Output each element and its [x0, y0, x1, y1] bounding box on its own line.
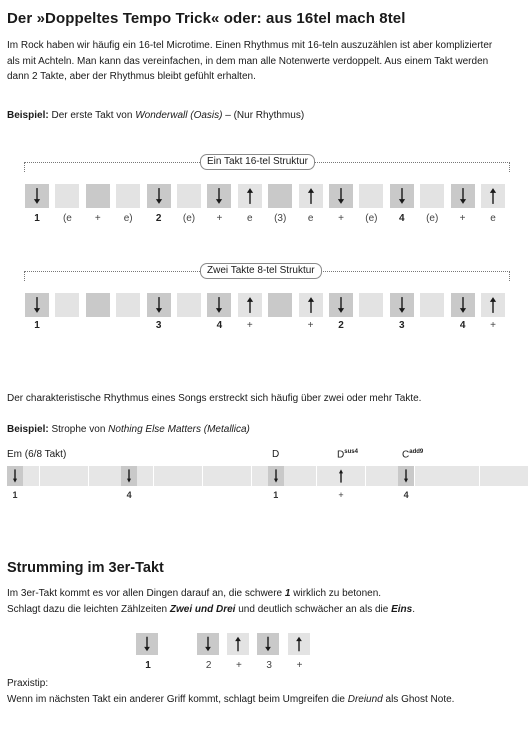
- count-label: 2: [338, 320, 344, 331]
- rhythm-cell: [288, 633, 310, 655]
- rhythm-cell: [197, 633, 219, 655]
- rhythm-cell: [420, 184, 444, 208]
- rhythm-cell: [116, 293, 140, 317]
- example-2-label: Beispiel:: [7, 424, 49, 435]
- count-label: 4: [403, 490, 409, 500]
- count-label: +: [459, 213, 466, 224]
- rhythm-cell: [329, 184, 353, 208]
- rhythm-cell: [359, 184, 383, 208]
- rhythm-cell: [252, 466, 268, 486]
- count-label: (3): [274, 213, 287, 224]
- rhythm-cell: [55, 293, 79, 317]
- count-label: (e): [426, 213, 439, 224]
- rhythm-cell: [317, 466, 333, 486]
- rhythm-cell: [299, 293, 323, 317]
- intro-line-1: Im Rock haben wir häufig ein 16-tel Microtime. Einen Rhythmus mit 16-teln auszuzählen ist aber komplizierter: [7, 40, 493, 51]
- count-label: 1: [34, 213, 40, 224]
- rhythm-cell: [136, 633, 158, 655]
- rhythm-cell: [268, 466, 284, 486]
- example-2-text: Strophe von: [48, 424, 109, 435]
- count-label: +: [246, 320, 253, 331]
- count-label: +: [235, 660, 242, 671]
- count-label: +: [307, 320, 314, 331]
- rhythm-cell: [463, 466, 479, 486]
- example-2-song: Nothing Else Matters (Metallica): [108, 424, 250, 435]
- rhythm-cell: [451, 184, 475, 208]
- rhythm-cell: [7, 466, 23, 486]
- praxis-tip: [7, 676, 525, 707]
- rhythm-cell: [268, 184, 292, 208]
- example-1-suffix: – (Nur Rhythmus): [222, 110, 305, 121]
- frame-8tel-label: Zwei Takte 8-tel Struktur: [200, 263, 322, 279]
- rhythm-cell: [177, 184, 201, 208]
- count-label: (e): [365, 213, 378, 224]
- rhythm-cell: [207, 184, 231, 208]
- rhythm-cell: [105, 466, 121, 486]
- count-label: +: [296, 660, 303, 671]
- rhythm-cell: [257, 633, 279, 655]
- rhythm-cell: [86, 184, 110, 208]
- rhythm-cell: [89, 466, 105, 486]
- intro-paragraph: [7, 38, 525, 85]
- count-label: 3: [155, 320, 162, 331]
- example-2: [7, 422, 525, 438]
- chord-d: D: [272, 449, 280, 460]
- rhythm-cell: [390, 293, 414, 317]
- praxis-label: Praxistip:: [7, 678, 49, 689]
- rhythm-cell: [55, 184, 79, 208]
- rhythm-cell: [56, 466, 72, 486]
- rhythm-cell: [170, 466, 186, 486]
- rhythm-cell: [154, 466, 170, 486]
- chord-cadd9: $C^{add9}$: [402, 449, 424, 461]
- count-label: 1: [12, 490, 18, 500]
- rhythm-cell: [349, 466, 365, 486]
- rhythm-cell: [382, 466, 398, 486]
- count-label: e: [247, 213, 253, 224]
- rhythm-cell: [86, 293, 110, 317]
- chord-dsus4: $D^{sus4}$: [337, 449, 358, 461]
- rhythm-cell: [25, 293, 49, 317]
- rhythm-cell: [480, 466, 496, 486]
- rhythm-cell: [300, 466, 316, 486]
- count-label: e: [307, 213, 314, 224]
- rhythm-cell: [137, 466, 153, 486]
- rhythm-cell: [40, 466, 56, 486]
- count-label: +: [338, 213, 344, 224]
- paragraph-2: Der charakteristische Rhythmus eines Songs erstreckt sich häufig über zwei oder mehr Takte.: [7, 393, 422, 404]
- count-label: e): [123, 213, 133, 224]
- frame-16tel-label: Ein Takt 16-tel Struktur: [200, 154, 315, 170]
- rhythm-cell: [147, 293, 171, 317]
- rhythm-cell: [25, 184, 49, 208]
- rhythm-cell: [329, 293, 353, 317]
- example-1-text: Der erste Takt von: [48, 110, 136, 121]
- example-1-label: Beispiel:: [7, 110, 49, 121]
- rhythm-cell: [398, 466, 414, 486]
- count-label: +: [490, 320, 496, 331]
- rhythm-cell: [147, 184, 171, 208]
- praxis-text: Wenn im nächsten Takt ein anderer Griff kommt, schlagt beim Umgreifen die Dreiund als Ghost Note.: [7, 693, 455, 705]
- rhythm-cell: [447, 466, 463, 486]
- three-line-2: Schlagt dazu die leichten Zählzeiten Zwei und Drei und deutlich schwächer an als die Eins.: [7, 603, 416, 615]
- rhythm-cell: [238, 184, 262, 208]
- rhythm-cell: [268, 293, 292, 317]
- rhythm-cell: [359, 293, 383, 317]
- intro-line-2: als mit Achteln. Man kann das vereinfachen, in dem man alle Notenwerte verdoppelt. Aus einem Takt werden: [7, 55, 489, 67]
- count-label: +: [338, 490, 344, 500]
- rhythm-cell: [451, 293, 475, 317]
- rhythm-cell: [299, 184, 323, 208]
- rhythm-cell: [235, 466, 251, 486]
- rhythm-cell: [207, 293, 231, 317]
- count-label: +: [94, 213, 101, 224]
- count-label: e: [490, 213, 496, 224]
- rhythm-cell: [177, 293, 201, 317]
- rhythm-cell: [512, 466, 528, 486]
- rhythm-cell: [23, 466, 39, 486]
- count-label: +: [216, 213, 223, 224]
- rhythm-cell: [420, 293, 444, 317]
- rhythm-cell: [333, 466, 349, 486]
- rhythm-cell: [203, 466, 219, 486]
- example-1: [7, 108, 525, 124]
- count-label: (e): [182, 213, 196, 224]
- count-label: 3: [266, 660, 272, 671]
- rhythm-cell: [366, 466, 382, 486]
- rhythm-cell: [481, 293, 505, 317]
- count-label: 4: [216, 320, 223, 331]
- three-line-1: Im 3er-Takt kommt es vor allen Dingen darauf an, die schwere 1 wirklich zu betonen.: [7, 588, 382, 599]
- rhythm-cell: [219, 466, 235, 486]
- rhythm-cell: [481, 184, 505, 208]
- rhythm-cell: [121, 466, 137, 486]
- rhythm-cell: [116, 184, 140, 208]
- rhythm-cell: [284, 466, 300, 486]
- section-title-3er-takt: Strumming im 3er-Takt: [7, 560, 164, 576]
- count-label: 1: [145, 660, 151, 671]
- chord-em: Em (6/8 Takt): [7, 449, 67, 460]
- intro-line-3: dann 2 Takte, aber der Rhythmus bleibt gefühlt erhalten.: [7, 71, 256, 82]
- rhythm-cell: [186, 466, 202, 486]
- count-label: 4: [126, 490, 132, 500]
- count-label: 1: [34, 320, 40, 331]
- count-label: 2: [155, 213, 162, 224]
- page-title: Der »Doppeltes Tempo Trick« oder: aus 16tel mach 8tel: [7, 10, 406, 27]
- example-1-song: Wonderwall (Oasis): [135, 110, 223, 121]
- three-paragraph: [7, 586, 525, 617]
- rhythm-cell: [431, 466, 447, 486]
- count-label: 2: [205, 660, 212, 671]
- count-label: (e: [62, 213, 72, 224]
- rhythm-cell: [496, 466, 512, 486]
- rhythm-cell: [72, 466, 88, 486]
- rhythm-cell: [227, 633, 249, 655]
- count-label: 1: [273, 490, 279, 500]
- count-label: 3: [399, 320, 405, 331]
- count-label: 4: [459, 320, 466, 331]
- count-label: 4: [399, 213, 405, 224]
- rhythm-cell: [415, 466, 431, 486]
- rhythm-cell: [390, 184, 414, 208]
- rhythm-cell: [238, 293, 262, 317]
